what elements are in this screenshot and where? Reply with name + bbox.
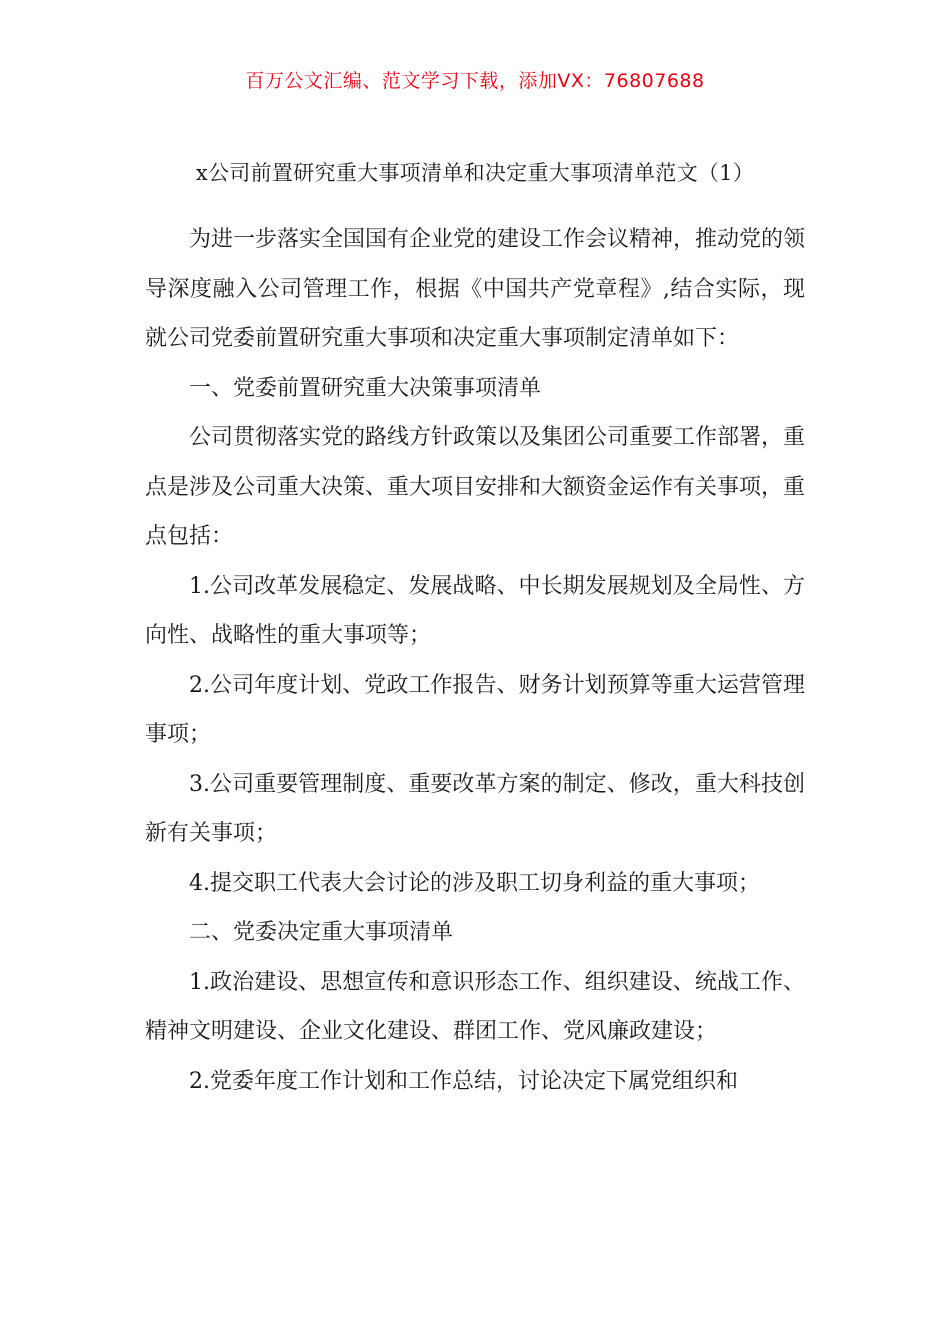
list-item: 1.公司改革发展稳定、发展战略、中长期发展规划及全局性、方向性、战略性的重大事项等； [145, 573, 805, 648]
section-heading-2: 二、党委决定重大事项清单 [189, 920, 454, 945]
header-banner: 百万公文汇编、范文学习下载，添加VX：76807688 [245, 70, 705, 92]
intro-paragraph: 为进一步落实全国国有企业党的建设工作会议精神，推动党的领导深度融入公司管理工作，根据《中国共产党章程》,结合实际，现就公司党委前置研究重大事项和决定重大事项制定清单如下： [145, 227, 806, 351]
document-body [145, 215, 805, 1106]
section-1-intro: 公司贯彻落实党的路线方针政策以及集团公司重要工作部署，重点是涉及公司重大决策、重大项目安排和大额资金运作有关事项，重点包括： [145, 425, 806, 549]
list-item: 4.提交职工代表大会讨论的涉及职工切身利益的重大事项； [189, 870, 760, 896]
list-item: 1.政治建设、思想宣传和意识形态工作、组织建设、统战工作、精神文明建设、企业文化建设、群团工作、党风廉政建设； [145, 969, 805, 1044]
list-item: 3.公司重要管理制度、重要改革方案的制定、修改，重大科技创新有关事项； [145, 771, 805, 846]
list-item: 2.党委年度工作计划和工作总结，讨论决定下属党组织和 [189, 1068, 738, 1094]
document-title: x公司前置研究重大事项清单和决定重大事项清单范文（1） [195, 161, 755, 185]
section-heading-1: 一、党委前置研究重大决策事项清单 [189, 375, 542, 401]
list-item: 2.公司年度计划、党政工作报告、财务计划预算等重大运营管理事项； [145, 672, 805, 747]
